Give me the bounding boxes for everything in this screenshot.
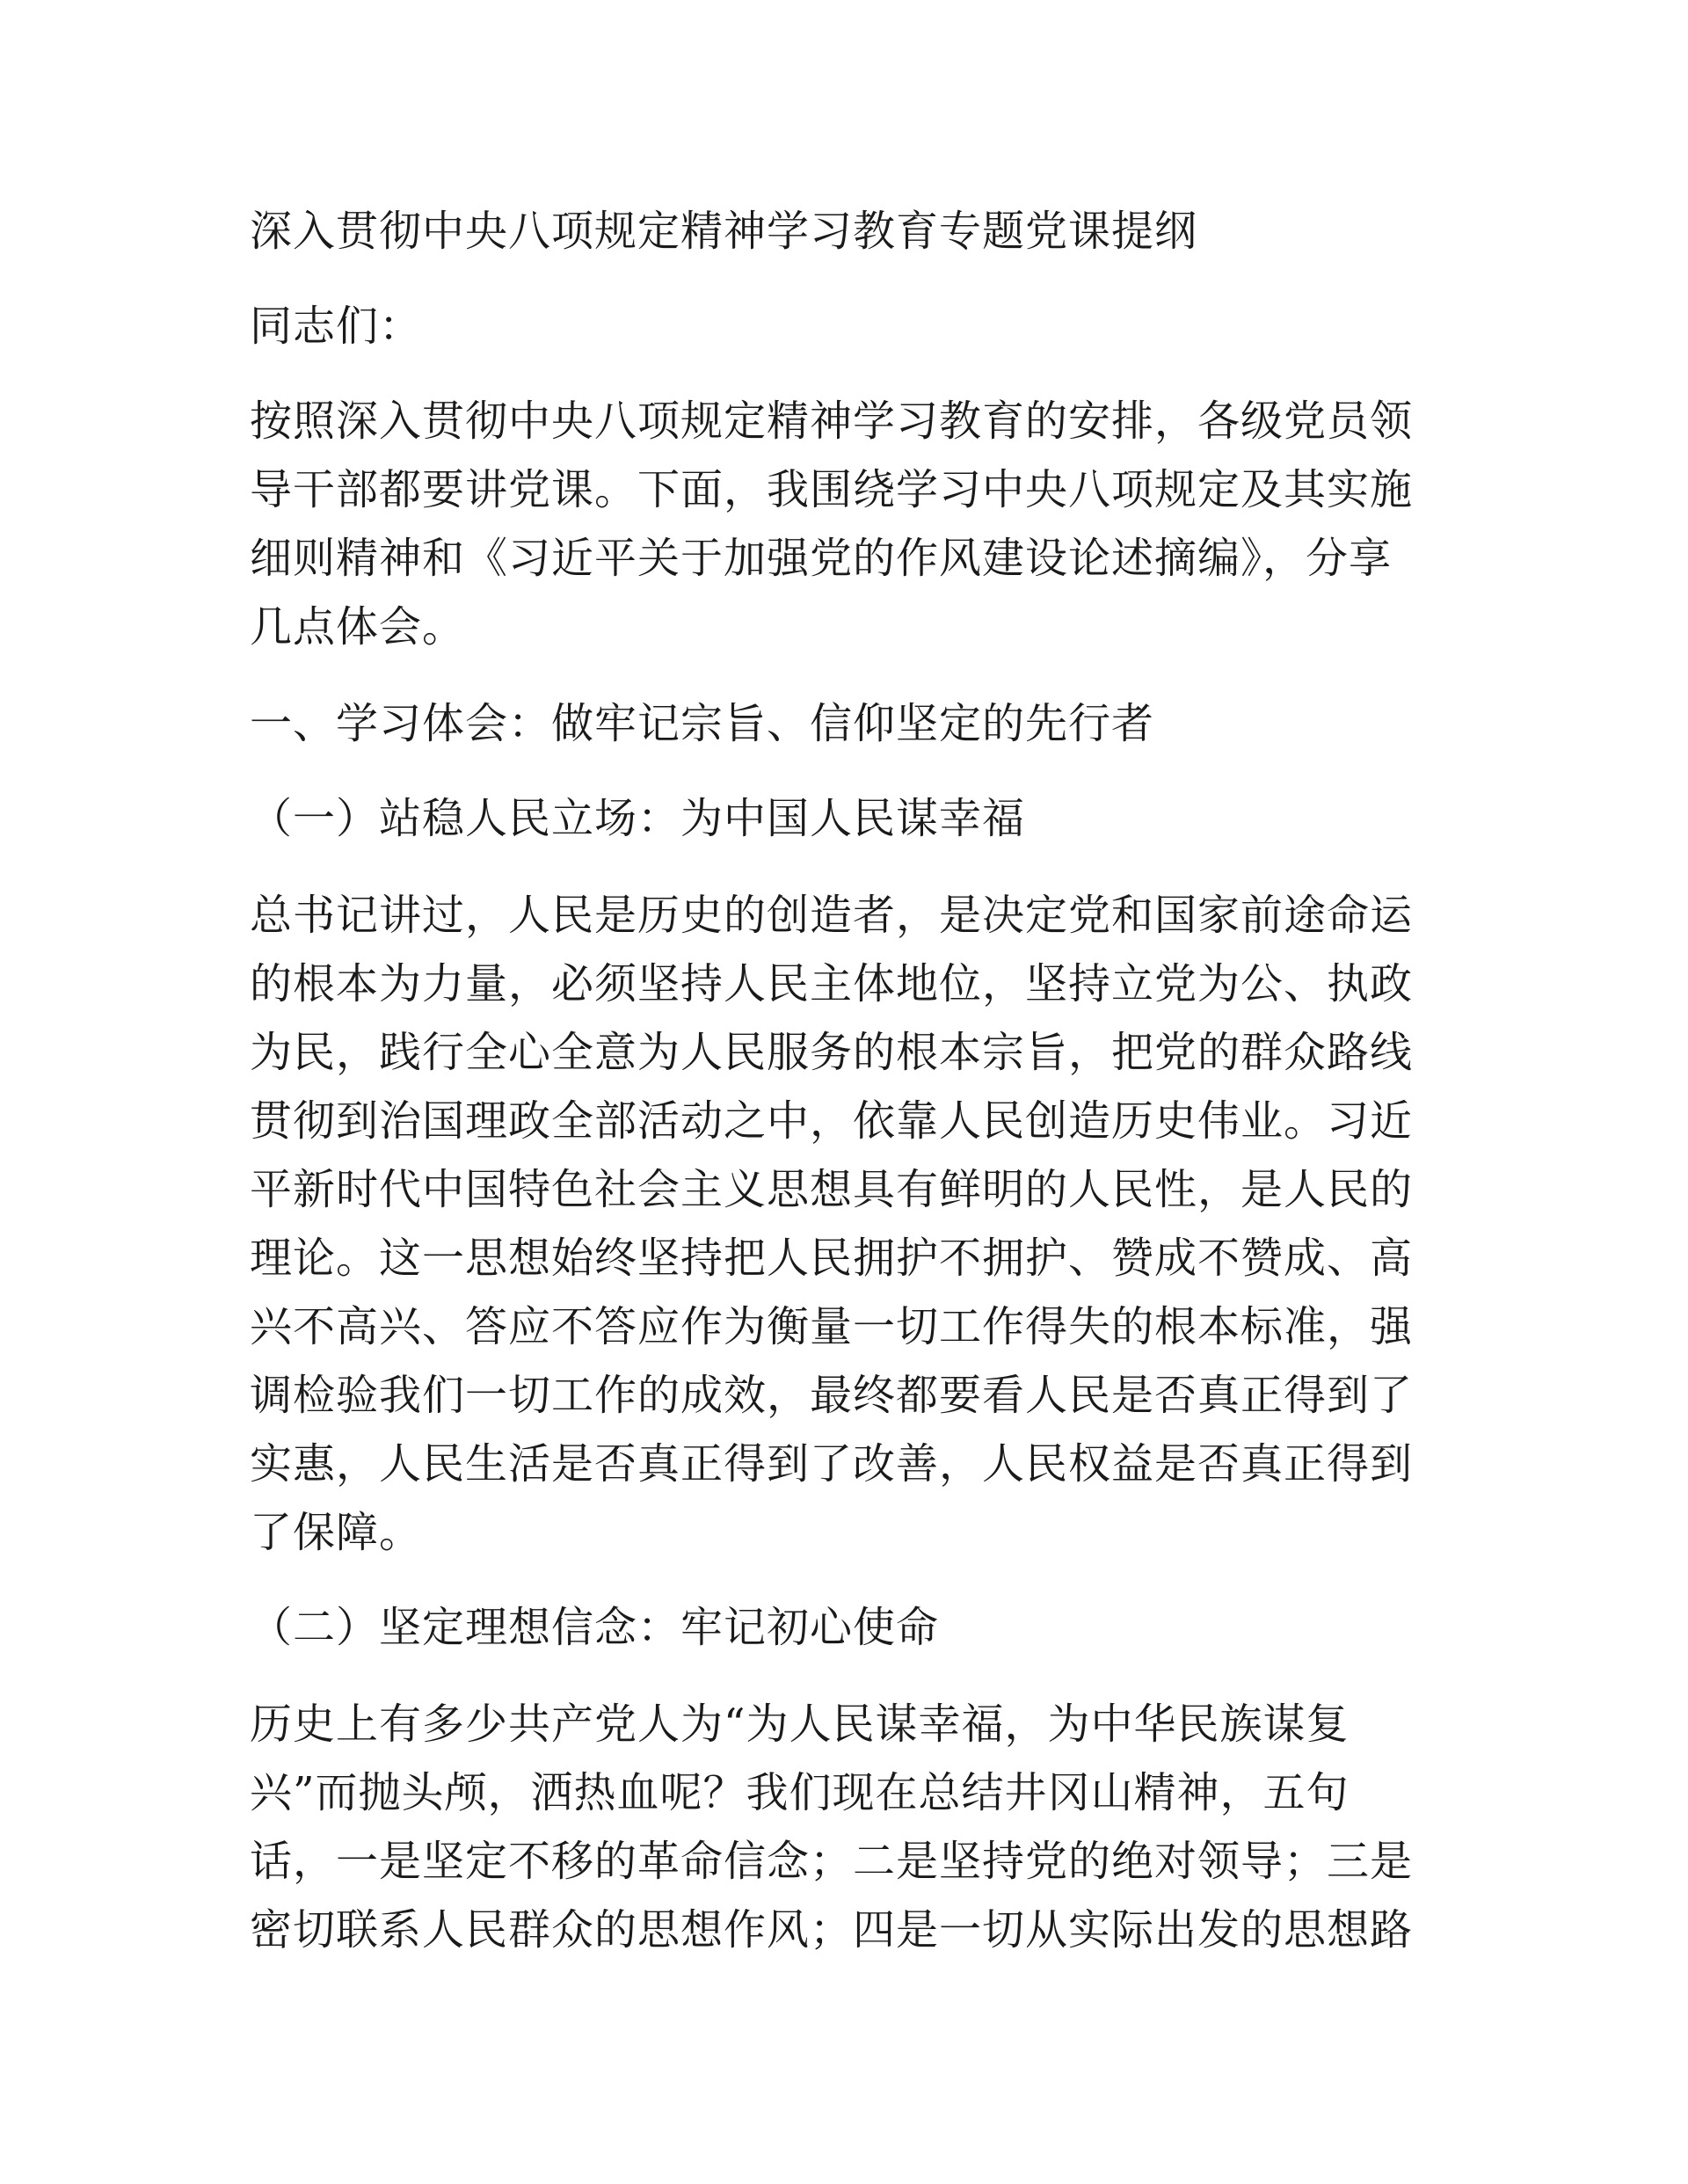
paragraph-line: 导干部都要讲党课。下面，我围绕学习中央八项规定及其实施 — [250, 465, 1414, 514]
section-heading-line: 一、学习体会：做牢记宗旨、信仰坚定的先行者 — [250, 699, 1155, 748]
paragraph-line: 细则精神和《习近平关于加强党的作风建设论述摘编》，分享 — [250, 534, 1393, 583]
section-heading — [250, 689, 1442, 758]
paragraph-line: 历史上有多少共产党人为“为人民谋幸福，为中华民族谋复 — [250, 1700, 1350, 1749]
body-paragraph — [250, 1690, 1442, 1964]
title-line: 深入贯彻中央八项规定精神学习教育专题党课提纲 — [250, 207, 1198, 256]
document-title — [250, 197, 1442, 266]
paragraph-line: 了保障。 — [250, 1508, 423, 1557]
salutation-line: 同志们： — [250, 302, 423, 351]
paragraph-line: 贯彻到治国理政全部活动之中，依靠人民创造历史伟业。习近 — [250, 1096, 1414, 1146]
paragraph-line: 为民，践行全心全意为人民服务的根本宗旨，把党的群众路线 — [250, 1028, 1414, 1077]
paragraph-line: 实惠，人民生活是否真正得到了改善，人民权益是否真正得到 — [250, 1439, 1414, 1489]
subsection-heading — [250, 784, 1442, 853]
document-page — [250, 197, 1442, 1964]
paragraph-line: 几点体会。 — [250, 602, 466, 652]
subsection-heading-line: （二）坚定理想信念：牢记初心使命 — [250, 1603, 940, 1652]
paragraph-line: 兴不高兴、答应不答应作为衡量一切工作得失的根本标准，强 — [250, 1302, 1414, 1351]
intro-paragraph — [250, 387, 1442, 661]
paragraph-line: 密切联系人民群众的思想作风；四是一切从实际出发的思想路 — [250, 1905, 1414, 1955]
paragraph-line: 兴”而抛头颅，洒热血呢？我们现在总结井冈山精神，五句 — [250, 1768, 1350, 1817]
paragraph-line: 按照深入贯彻中央八项规定精神学习教育的安排，各级党员领 — [250, 397, 1414, 446]
salutation — [250, 292, 1442, 360]
paragraph-line: 总书记讲过，人民是历史的创造者，是决定党和国家前途命运 — [250, 891, 1414, 940]
subsection-heading-line: （一）站稳人民立场：为中国人民谋幸福 — [250, 794, 1026, 843]
paragraph-line: 话，一是坚定不移的革命信念；二是坚持党的绝对领导；三是 — [250, 1837, 1414, 1886]
subsection-heading — [250, 1593, 1442, 1662]
paragraph-line: 调检验我们一切工作的成效，最终都要看人民是否真正得到了 — [250, 1371, 1414, 1420]
paragraph-line: 平新时代中国特色社会主义思想具有鲜明的人民性，是人民的 — [250, 1165, 1414, 1214]
body-paragraph — [250, 881, 1442, 1567]
paragraph-line: 理论。这一思想始终坚持把人民拥护不拥护、赞成不赞成、高 — [250, 1234, 1414, 1283]
paragraph-line: 的根本为力量，必须坚持人民主体地位，坚持立党为公、执政 — [250, 959, 1414, 1008]
